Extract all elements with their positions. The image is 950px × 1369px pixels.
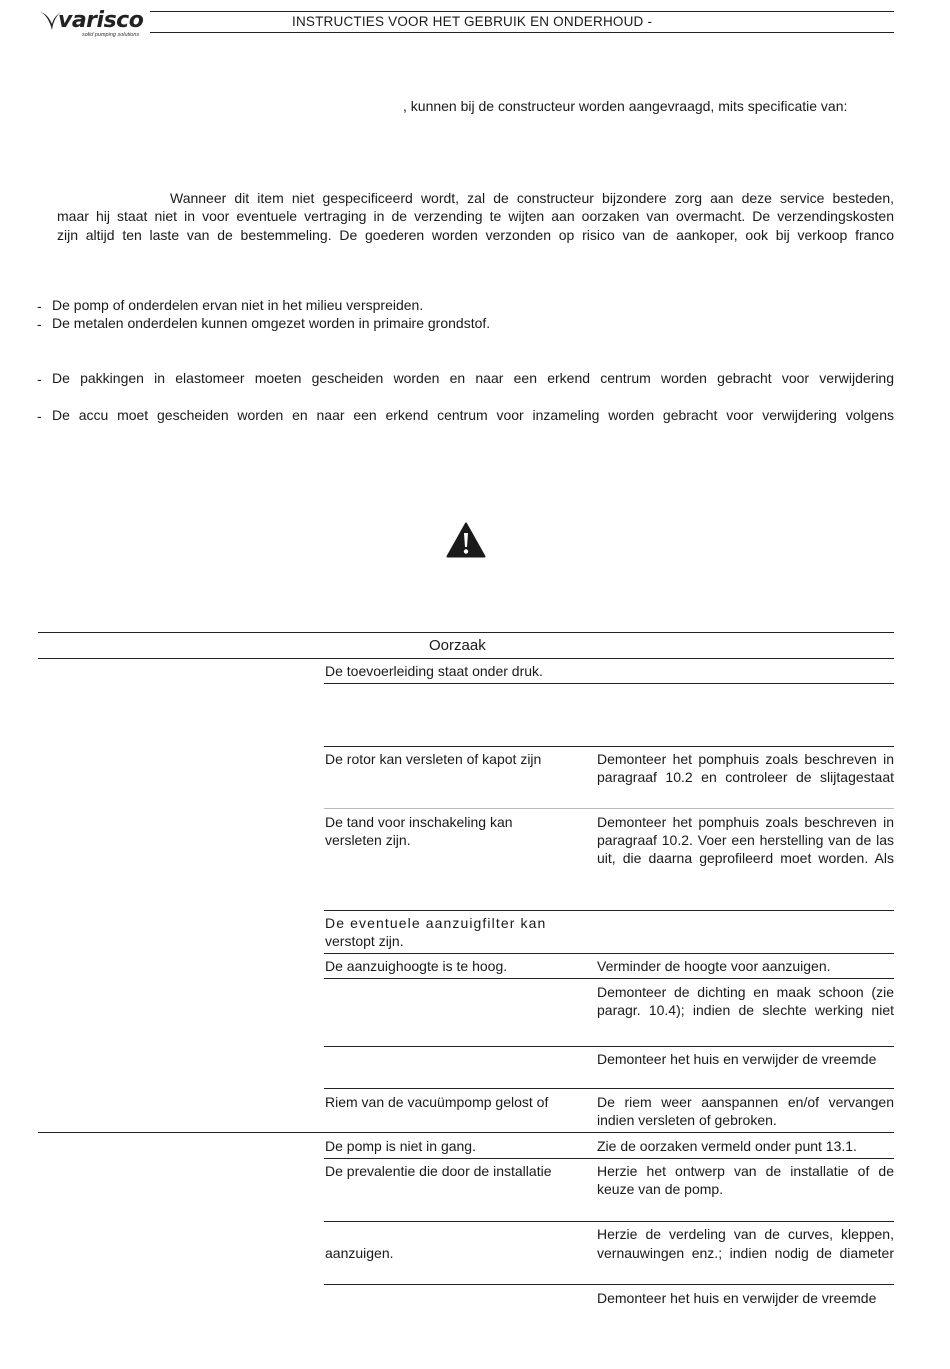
- bullet-dash: -: [37, 408, 42, 424]
- row-divider: [324, 808, 894, 809]
- remedy-cell: Verminder de hoogte voor aanzuigen.: [597, 958, 831, 974]
- cause-cell: De eventuele aanzuigfilter kan: [325, 915, 547, 931]
- disposal-item: De accu moet gescheiden worden en naar een erkend centrum voor inzameling worden gebracht voor verwijdering volgens: [52, 407, 894, 423]
- cause-cell: De rotor kan versleten of kapot zijn: [325, 751, 542, 767]
- bullet-dash: -: [37, 316, 42, 332]
- remedy-cell: Demonteer het huis en verwijder de vreemde: [597, 1290, 877, 1306]
- row-divider: [324, 1158, 894, 1159]
- row-divider: [324, 910, 894, 911]
- shipping-line-1: Wanneer dit item niet gespecificeerd wordt, zal de constructeur bijzondere zorg aan deze service besteden,: [170, 190, 894, 206]
- remedy-cell: paragraaf 10.2. Voer een herstelling van de las: [597, 832, 894, 848]
- cause-cell: Riem van de vacuümpomp gelost of: [325, 1094, 549, 1110]
- remedy-cell: Demonteer de dichting en maak schoon (zie: [597, 984, 894, 1000]
- row-divider: [324, 1284, 894, 1285]
- row-divider: [324, 1046, 894, 1047]
- remedy-cell: uit, die daarna geprofileerd moet worden. Als: [597, 850, 894, 866]
- table-rule-top: [38, 632, 894, 633]
- remedy-cell: paragr. 10.4); indien de slechte werking niet: [597, 1002, 894, 1018]
- table-header-cause: Oorzaak: [429, 637, 486, 654]
- row-divider: [324, 1221, 894, 1222]
- cause-cell: De tand voor inschakeling kan: [325, 814, 513, 830]
- remedy-cell: paragraaf 10.2 en controleer de slijtagestaat: [597, 769, 894, 785]
- bullet-dash: -: [37, 298, 42, 314]
- cause-cell: De pomp is niet in gang.: [325, 1138, 476, 1154]
- row-divider: [324, 953, 894, 954]
- cause-cell: versleten zijn.: [325, 832, 411, 848]
- remedy-cell: Demonteer het pomphuis zoals beschreven in: [597, 751, 894, 767]
- shipping-line-2: maar hij staat niet in voor eventuele vertraging in de verzending te wijten aan oorzaken van overmacht. De verzendingskosten: [57, 208, 894, 224]
- row-divider: [324, 978, 894, 979]
- shipping-line-3: zijn altijd ten laste van de bestemmeling. De goederen worden verzonden op risico van de aankoper, ook bij verkoop franco: [57, 227, 894, 243]
- cause-cell: De prevalentie die door de installatie: [325, 1163, 552, 1179]
- cause-cell: verstopt zijn.: [325, 933, 404, 949]
- spare-parts-text: , kunnen bij de constructeur worden aangevraagd, mits specificatie van:: [403, 98, 848, 114]
- header-rule-top: [150, 11, 894, 12]
- bullet-dash: -: [37, 371, 42, 387]
- disposal-item: De pomp of onderdelen ervan niet in het milieu verspreiden.: [52, 297, 424, 313]
- varisco-logo: [38, 6, 150, 42]
- row-divider: [324, 1088, 894, 1089]
- cause-cell: aanzuigen.: [325, 1245, 394, 1261]
- remedy-cell: indien versleten of gebroken.: [597, 1112, 777, 1128]
- remedy-cell: De riem weer aanspannen en/of vervangen: [597, 1094, 894, 1110]
- logo-tagline: solid pumping solutions: [82, 32, 140, 38]
- remedy-cell: vernauwingen enz.; indien nodig de diameter: [597, 1245, 894, 1261]
- table-rule-header: [38, 658, 894, 659]
- disposal-item: De pakkingen in elastomeer moeten gescheiden worden en naar een erkend centrum worden gebracht voor verwijdering: [52, 370, 894, 386]
- section-divider: [38, 1132, 894, 1133]
- cause-cell: De toevoerleiding staat onder druk.: [325, 663, 543, 679]
- remedy-cell: Demonteer het pomphuis zoals beschreven in: [597, 814, 894, 830]
- disposal-item: De metalen onderdelen kunnen omgezet worden in primaire grondstof.: [52, 315, 491, 331]
- cause-cell: De aanzuighoogte is te hoog.: [325, 958, 508, 974]
- row-divider: [324, 683, 894, 684]
- remedy-cell: Herzie de verdeling van de curves, kleppen,: [597, 1226, 894, 1242]
- header-rule-bottom: [150, 32, 894, 33]
- remedy-cell: Herzie het ontwerp van de installatie of de: [597, 1163, 894, 1179]
- warning-triangle-icon: [446, 522, 486, 558]
- remedy-cell: keuze van de pomp.: [597, 1181, 724, 1197]
- row-divider: [324, 746, 894, 747]
- remedy-cell: Zie de oorzaken vermeld onder punt 13.1.: [597, 1138, 857, 1154]
- remedy-cell: Demonteer het huis en verwijder de vreemde: [597, 1051, 877, 1067]
- page-header-title: INSTRUCTIES VOOR HET GEBRUIK EN ONDERHOUD -: [292, 14, 653, 29]
- logo-wordmark: varisco: [58, 8, 144, 33]
